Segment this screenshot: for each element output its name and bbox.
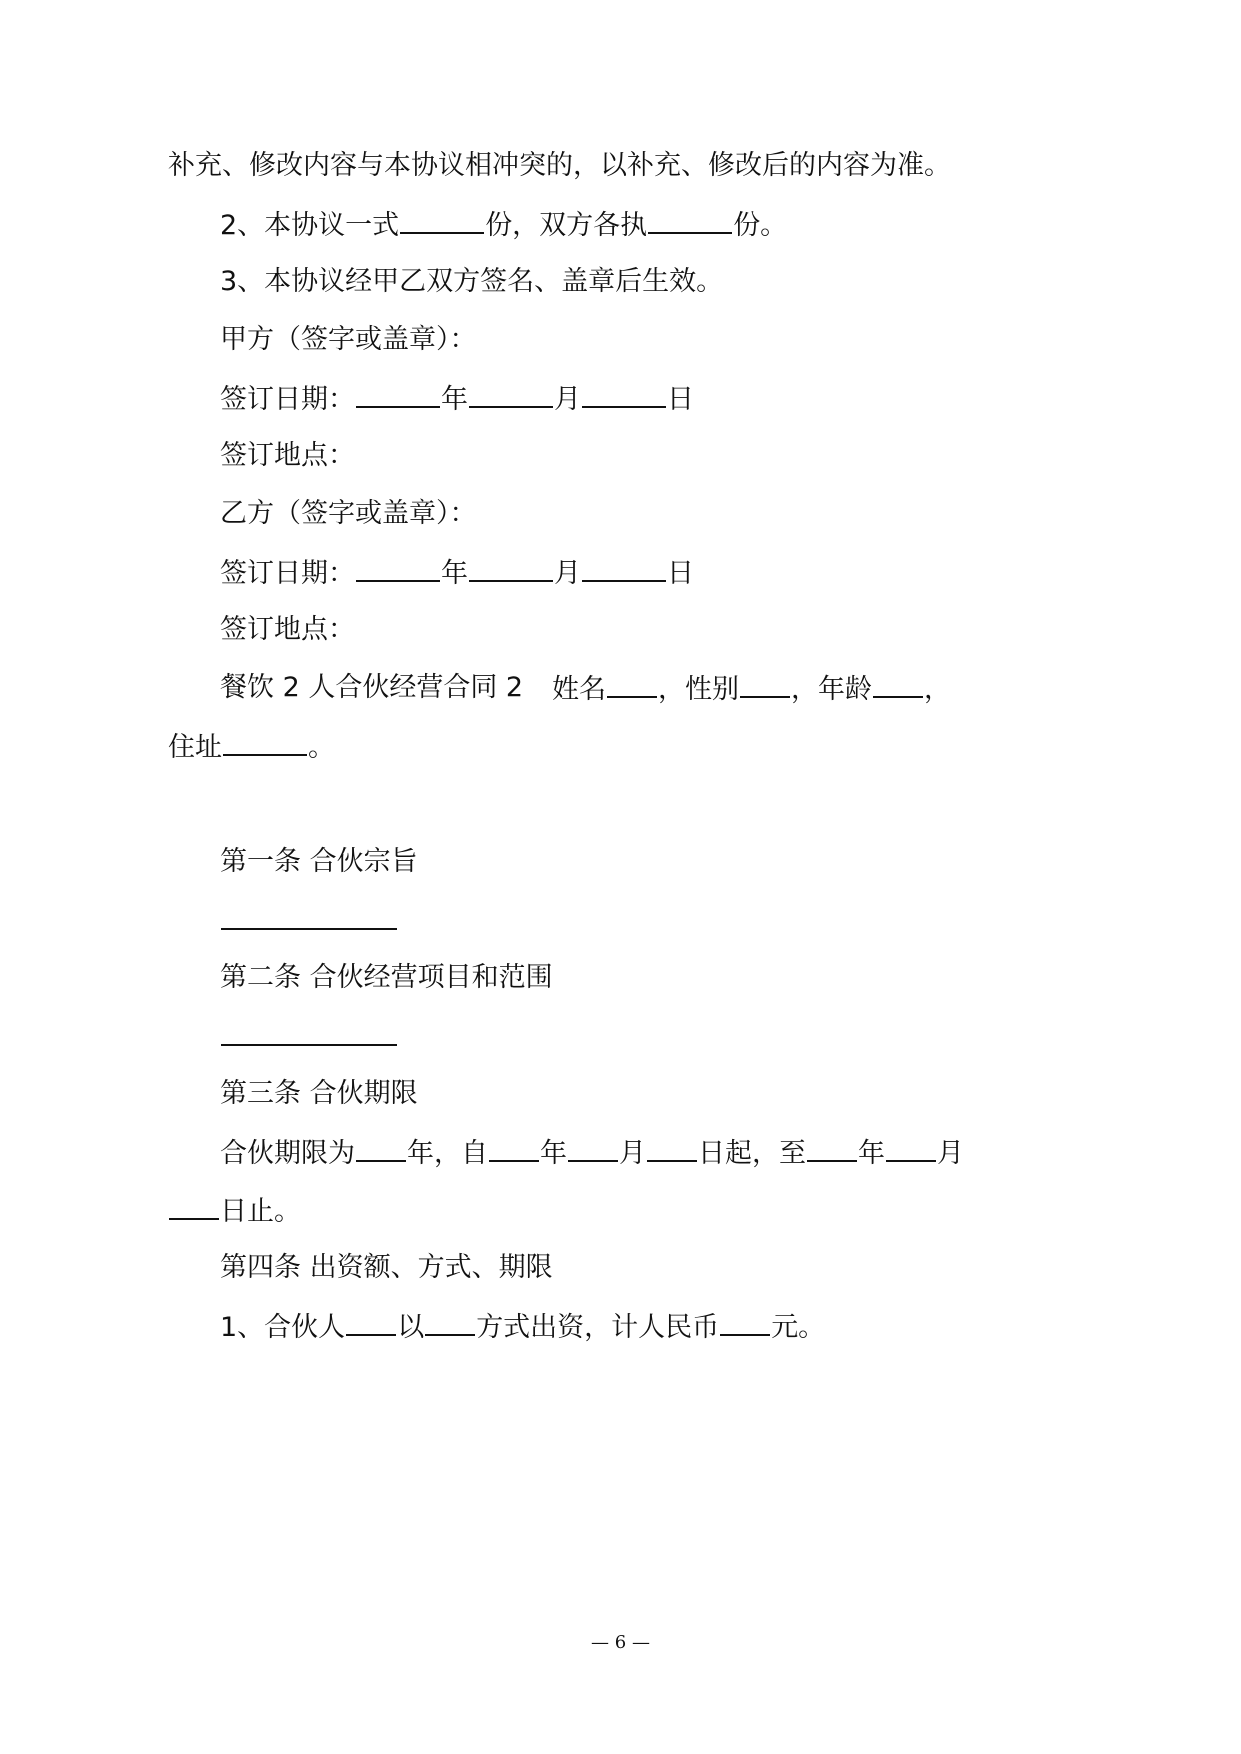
blank-gender[interactable] bbox=[740, 668, 790, 698]
text: 月 bbox=[554, 384, 581, 415]
blank-partner[interactable] bbox=[346, 1306, 396, 1336]
blank-month[interactable] bbox=[469, 552, 553, 582]
blank-day[interactable] bbox=[582, 378, 666, 408]
blank-year[interactable] bbox=[356, 378, 440, 408]
text: 合伙期限为 bbox=[220, 1138, 355, 1169]
text: 份，双方各执 bbox=[485, 210, 648, 241]
text: 年 bbox=[540, 1138, 567, 1169]
text: 1、合伙人 bbox=[220, 1312, 346, 1343]
text: ，性别 bbox=[658, 674, 739, 705]
text: 年 bbox=[441, 558, 468, 589]
text: 第三条 合伙期限 bbox=[220, 1078, 418, 1109]
text: 年 bbox=[441, 384, 468, 415]
blank-field[interactable] bbox=[648, 204, 732, 234]
text: 3、本协议经甲乙双方签名、盖章后生效。 bbox=[220, 266, 724, 297]
text: 日起，至 bbox=[698, 1138, 806, 1169]
blank-amount[interactable] bbox=[720, 1306, 770, 1336]
blank-start-month[interactable] bbox=[568, 1132, 618, 1162]
text: 住址 bbox=[168, 732, 222, 763]
blank-method[interactable] bbox=[425, 1306, 475, 1336]
text: 方式出资，计人民币 bbox=[476, 1312, 720, 1343]
blank-purpose[interactable] bbox=[221, 900, 397, 930]
text: 年，自 bbox=[407, 1138, 488, 1169]
blank-end-day[interactable] bbox=[169, 1190, 219, 1220]
text: 月 bbox=[937, 1138, 964, 1169]
text: 签订地点： bbox=[220, 440, 355, 471]
text: 月 bbox=[619, 1138, 646, 1169]
blank-start-year[interactable] bbox=[489, 1132, 539, 1162]
text: 姓名 bbox=[552, 674, 606, 705]
contract-title: 餐饮 2 人合伙经营合同 2 bbox=[220, 672, 524, 703]
text: 乙方（签字或盖章）： bbox=[220, 498, 477, 529]
blank-end-month[interactable] bbox=[886, 1132, 936, 1162]
text: 月 bbox=[554, 558, 581, 589]
text: 签订地点： bbox=[220, 614, 355, 645]
text: 甲方（签字或盖章）： bbox=[220, 324, 477, 355]
blank-scope[interactable] bbox=[221, 1016, 397, 1046]
text: 。 bbox=[308, 732, 335, 763]
text: 份。 bbox=[733, 210, 788, 241]
text: 日 bbox=[667, 558, 694, 589]
blank-field[interactable] bbox=[400, 204, 484, 234]
text: ，年龄 bbox=[791, 674, 872, 705]
blank-start-day[interactable] bbox=[647, 1132, 697, 1162]
blank-month[interactable] bbox=[469, 378, 553, 408]
blank-end-year[interactable] bbox=[807, 1132, 857, 1162]
text: 第二条 合伙经营项目和范围 bbox=[220, 962, 553, 993]
text: 年 bbox=[858, 1138, 885, 1169]
text: 补充、修改内容与本协议相冲突的，以补充、修改后的内容为准。 bbox=[168, 150, 951, 181]
blank-address[interactable] bbox=[223, 726, 307, 756]
blank-day[interactable] bbox=[582, 552, 666, 582]
text: 第四条 出资额、方式、期限 bbox=[220, 1252, 553, 1283]
page-number: — 6 — bbox=[591, 1632, 650, 1653]
text: 元。 bbox=[771, 1312, 826, 1343]
text: 2、本协议一式 bbox=[220, 210, 400, 241]
text: 签订日期： bbox=[220, 384, 355, 415]
blank-name[interactable] bbox=[607, 668, 657, 698]
blank-years[interactable] bbox=[356, 1132, 406, 1162]
text: 以 bbox=[397, 1312, 425, 1343]
text: 日止。 bbox=[220, 1196, 301, 1227]
text: 日 bbox=[667, 384, 694, 415]
blank-age[interactable] bbox=[873, 668, 923, 698]
text: 签订日期： bbox=[220, 558, 355, 589]
blank-year[interactable] bbox=[356, 552, 440, 582]
text: 第一条 合伙宗旨 bbox=[220, 846, 418, 877]
text: ， bbox=[924, 674, 951, 705]
